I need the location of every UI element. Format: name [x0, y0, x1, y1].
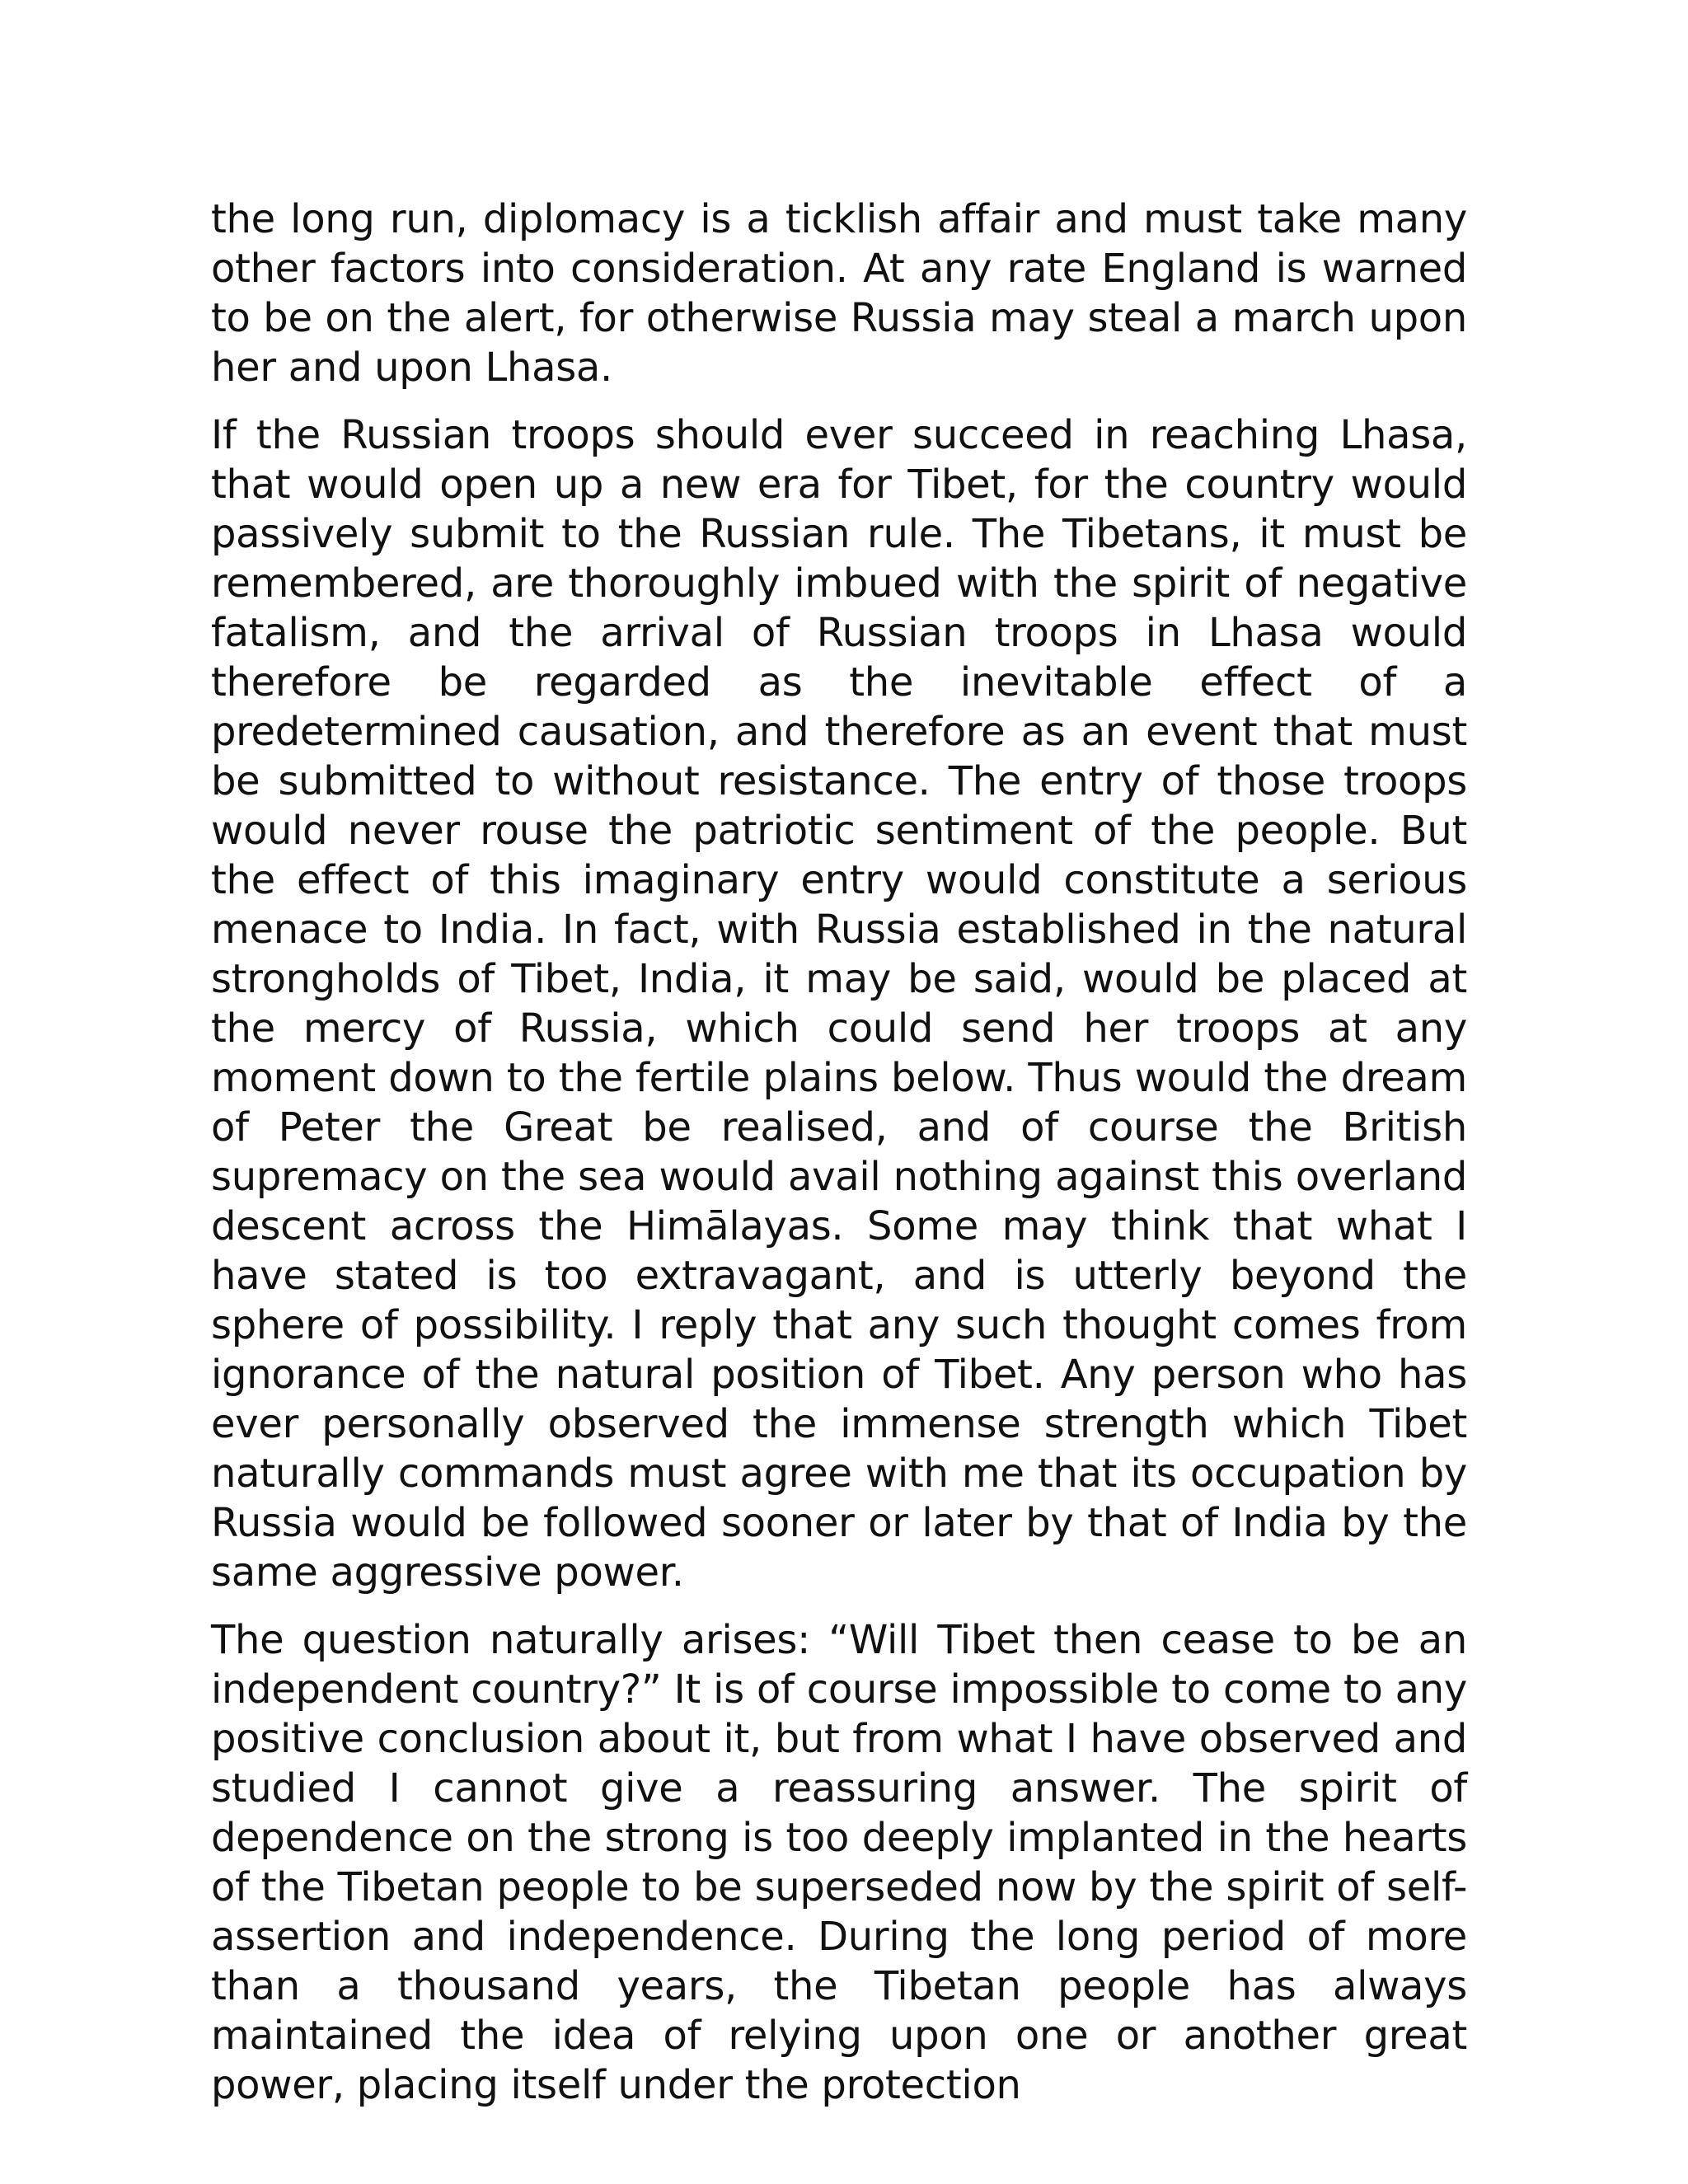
page-body	[211, 194, 1467, 2128]
paragraph-2: If the Russian troops should ever succeed in reaching Lhasa, that would open up a new era for Tibet, for the country would passively submit to the Russian rule. The Tibetans, it must be remembered, are thoroughly imbued with the spirit of negative fatalism, and the arrival of Russian troops in Lhasa would therefore be regarded as the inevitable effect of a predetermined causation, and therefore as an event that must be submitted to without resistance. The entry of those troops would never rouse the patriotic sentiment of the people. But the effect of this imaginary entry would constitute a serious menace to India. In fact, with Russia established in the natural strongholds of Tibet, India, it may be said, would be placed at the mercy of Russia, which could send her troops at any moment down to the fertile plains below. Thus would the dream of Peter the Great be realised, and of course the British supremacy on the sea would avail nothing against this overland descent across the Himālayas. Some may think that what I have stated is too extravagant, and is utterly beyond the sphere of possibility. I reply that any such thought comes from ignorance of the natural position of Tibet. Any person who has ever personally observed the immense strength which Tibet naturally commands must agree with me that its occupation by Russia would be followed sooner or later by that of India by the same aggressive power.	[211, 412, 1467, 1596]
paragraph-1: the long run, diplomacy is a ticklish affair and must take many other factors into consideration. At any rate England is warned to be on the alert, for otherwise Russia may steal a march upon her and upon Lhasa.	[211, 196, 1467, 391]
paragraph-3: The question naturally arises: “Will Tibet then cease to be an independent country?” It is of course impossible to come to any positive conclusion about it, but from what I have observed and studied I cannot give a reassuring answer. The spirit of dependence on the strong is too deeply implanted in the hearts of the Tibetan people to be superseded now by the spirit of self-assertion and independence. During the long period of more than a thousand years, the Tibetan people has always maintained the idea of relying upon one or another great power, placing itself under the protection	[211, 1617, 1467, 2108]
